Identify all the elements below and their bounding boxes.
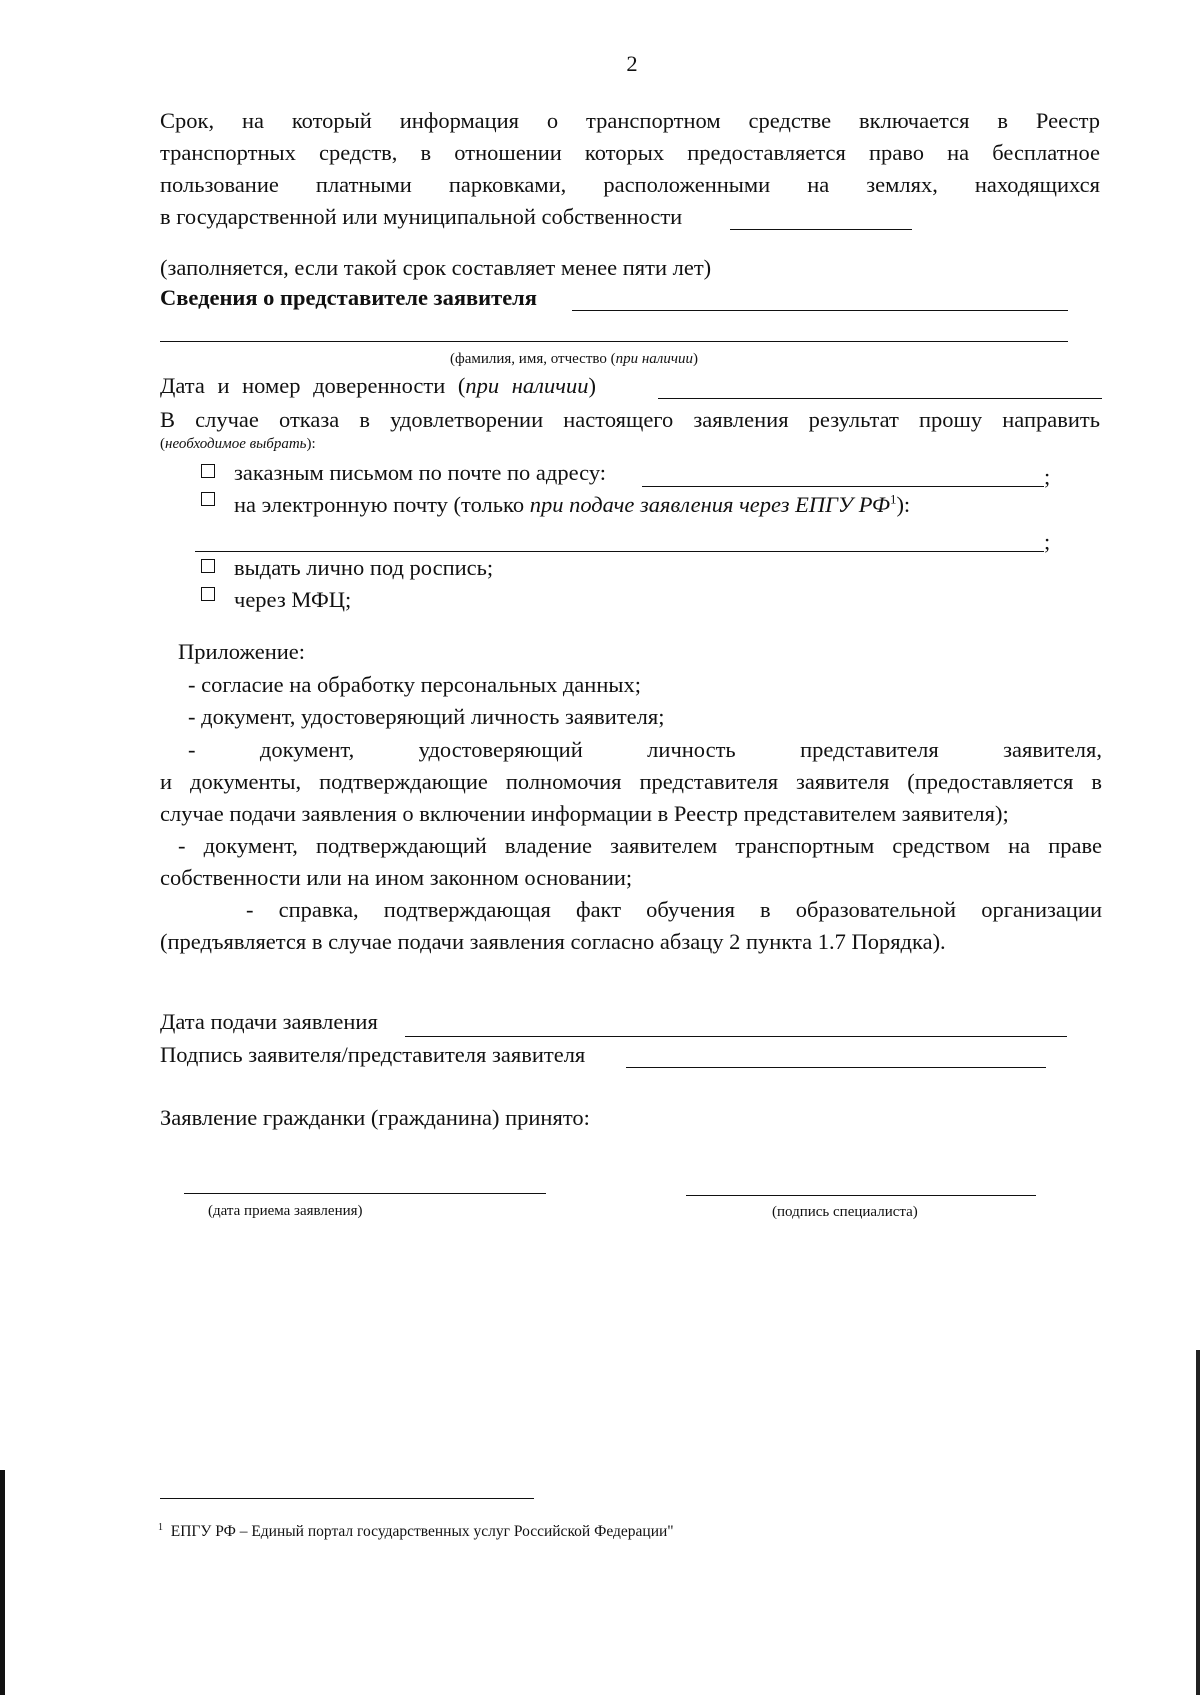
specialist-signature-caption: (подпись специалиста) — [772, 1204, 918, 1220]
term-note: (заполняется, если такой срок составляет менее пяти лет) — [160, 255, 712, 280]
accepted-label: Заявление гражданки (гражданина) принято: — [160, 1105, 590, 1130]
mail-checkbox[interactable] — [201, 464, 215, 478]
email-option-label: на электронную почту (только при подаче заявления через ЕПГУ $РФ^1$): — [234, 491, 911, 517]
mail-semicolon: ; — [1044, 464, 1051, 489]
specialist-signature-blank[interactable] — [686, 1195, 1036, 1196]
submission-date-blank[interactable] — [405, 1036, 1067, 1037]
scan-edge-left — [0, 1470, 5, 1695]
mfc-option-label: через МФЦ; — [234, 587, 352, 612]
attachment-4-line-1: - документ, подтверждающий владение заявителем транспортным средством на праве — [178, 833, 1102, 858]
representative-blank-1[interactable] — [572, 310, 1068, 311]
fio-caption: (фамилия, имя, отчество (при наличии) — [450, 351, 698, 367]
attachments-title: Приложение: — [178, 639, 306, 664]
email-semicolon: ; — [1044, 529, 1051, 554]
footnote: $^1$ ЕПГУ РФ – Единый портал государственных услуг Российской Федерации" — [158, 1522, 674, 1541]
email-checkbox[interactable] — [201, 492, 215, 506]
personal-option-label: выдать лично под роспись; — [234, 555, 494, 580]
attachment-5-line-1: - справка, подтверждающая факт обучения в образовательной организации — [246, 897, 1102, 922]
term-blank[interactable] — [730, 229, 912, 230]
representative-blank-2[interactable] — [160, 341, 1068, 342]
attachment-1: - согласие на обработку персональных данных; — [188, 672, 641, 697]
footnote-separator — [160, 1498, 534, 1499]
term-line-1: Срок, на который информация о транспортном средстве включается в Реестр — [160, 108, 1100, 133]
attachment-2: - документ, удостоверяющий личность заявителя; — [188, 704, 665, 729]
attachment-3-line-3: случае подачи заявления о включении информации в Реестр представителем заявителя); — [160, 801, 1009, 826]
attachment-3-line-2: и документы, подтверждающие полномочия представителя заявителя (предоставляется в — [160, 769, 1102, 794]
scan-edge-right — [1196, 1350, 1200, 1695]
attachment-5-line-2: (предъявляется в случае подачи заявления согласно абзацу 2 пункта 1.7 Порядка). — [160, 929, 946, 954]
personal-checkbox[interactable] — [201, 559, 215, 573]
term-line-3: пользование платными парковками, расположенными на землях, находящихся — [160, 172, 1100, 197]
signature-label: Подпись заявителя/представителя заявителя — [160, 1042, 586, 1067]
mail-address-blank[interactable] — [642, 486, 1044, 487]
poa-blank[interactable] — [658, 398, 1102, 399]
term-line-4: в государственной или муниципальной собственности — [160, 204, 683, 229]
mail-option-label: заказным письмом по почте по адресу: — [234, 460, 607, 485]
poa-label: Дата и номер доверенности (при наличии) — [160, 373, 596, 398]
attachment-4-line-2: собственности или на ином законном основании; — [160, 865, 633, 890]
representative-label: Сведения о представителе заявителя — [160, 285, 537, 310]
signature-blank[interactable] — [626, 1067, 1046, 1068]
mfc-checkbox[interactable] — [201, 587, 215, 601]
term-line-2: транспортных средств, в отношении которых предоставляется право на бесплатное — [160, 140, 1100, 165]
refusal-text: В случае отказа в удовлетворении настоящего заявления результат прошу направить — [160, 407, 1100, 432]
acceptance-date-caption: (дата приема заявления) — [208, 1203, 363, 1219]
page-number: 2 — [626, 51, 638, 76]
submission-date-label: Дата подачи заявления — [160, 1009, 378, 1034]
acceptance-date-blank[interactable] — [184, 1193, 546, 1194]
refusal-note: (необходимое выбрать): — [160, 436, 316, 452]
attachment-3-line-1: - документ, удостоверяющий личность представителя заявителя, — [188, 737, 1102, 762]
